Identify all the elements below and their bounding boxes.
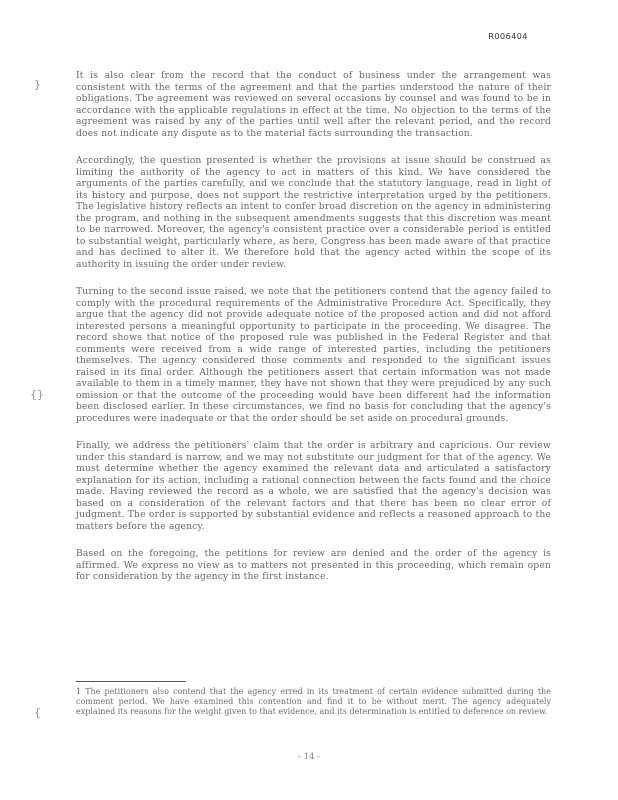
paragraph: Accordingly, the question presented is whether the provisions at issue should be construed as limiting the authority of the agency to act in matters of this kind. We have considered the arguments of the parties carefully, and we conclude that the statutory language, read in light of its history and purpose, does not support the restrictive interpretation urged by the petitioners. The legislative history reflects an intent to confer broad discretion on the agency in administering the program, and nothing in the subsequent amendments suggests that this discretion was meant to be narrowed. Moreover, the agency's consistent practice over a considerable period is entitled to substantial weight, particularly where, as here, Congress has been made aware of that practice and has declined to alter it. We therefore hold that the agency acted within the scope of its authority in issuing the order under review.: [76, 155, 551, 270]
margin-bracket-mark: }: [34, 78, 41, 91]
document-body: [76, 70, 551, 599]
margin-bracket-mark: {: [34, 706, 41, 719]
footnote: 1 The petitioners also contend that the agency erred in its treatment of certain evidence submitted during the comment period. We have examined this contention and find it to be without merit. The agency adequately explained its reasons for the weight given to that evidence, and its determination is entitled to deference on review.: [76, 687, 551, 716]
paragraph: Turning to the second issue raised, we note that the petitioners contend that the agency failed to comply with the procedural requirements of the Administrative Procedure Act. Specifically, they argue that the agency did not provide adequate notice of the proposed action and did not afford interested persons a meaningful opportunity to participate in the proceeding. We disagree. The record shows that notice of the proposed rule was published in the Federal Register and that comments were received from a wide range of interested parties, including the petitioners themselves. The agency considered those comments and responded to the significant issues raised in its final order. Although the petitioners assert that certain information was not made available to them in a timely manner, they have not shown that they were prejudiced by any such omission or that the outcome of the proceeding would have been different had the information been disclosed earlier. In these circumstances, we find no basis for concluding that the agency's procedures were inadequate or that the order should be set aside on procedural grounds.: [76, 286, 551, 424]
page-id: R006404: [488, 32, 528, 41]
paragraph: It is also clear from the record that the conduct of business under the arrangement was consistent with the terms of the agreement and that the parties understood the nature of their obligations. The agreement was reviewed on several occasions by counsel and was found to be in accordance with the applicable regulations in effect at the time. No objection to the terms of the agreement was raised by any of the parties until well after the relevant period, and the record does not indicate any dispute as to the material facts surrounding the transaction.: [76, 70, 551, 139]
page-number: - 14 -: [298, 752, 320, 762]
footnote-divider: [76, 681, 186, 682]
margin-bracket-mark: {}: [30, 388, 44, 401]
paragraph: Based on the foregoing, the petitions for review are denied and the order of the agency is affirmed. We express no view as to matters not presented in this proceeding, which remain open for consideration by the agency in the first instance.: [76, 548, 551, 582]
paragraph: Finally, we address the petitioners' claim that the order is arbitrary and capricious. Our review under this standard is narrow, and we may not substitute our judgment for that of the agency. We must determine whether the agency examined the relevant data and articulated a satisfactory explanation for its action, including a rational connection between the facts found and the choice made. Having reviewed the record as a whole, we are satisfied that the agency's decision was based on a consideration of the relevant factors and that there has been no clear error of judgment. The order is supported by substantial evidence and reflects a reasoned approach to the matters before the agency.: [76, 440, 551, 532]
